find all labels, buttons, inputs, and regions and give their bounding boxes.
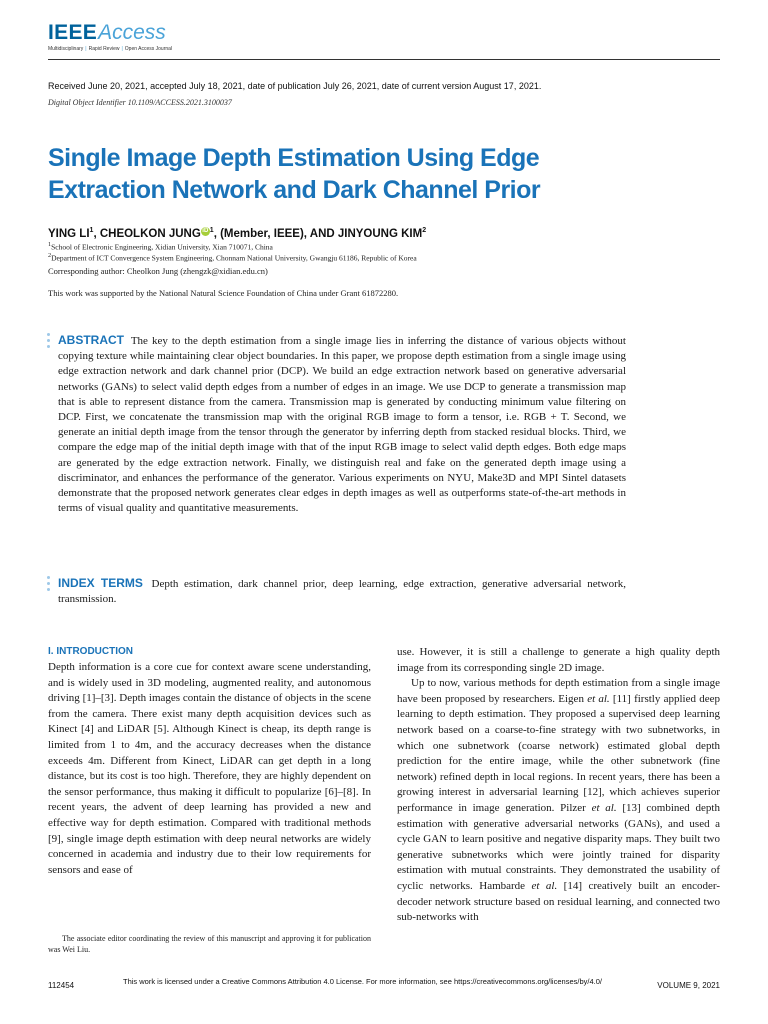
editor-footnote: The associate editor coordinating the review of this manuscript and approving it for publication was Wei Liu. — [48, 934, 371, 954]
author-affil-mark: 1 — [209, 227, 214, 234]
journal-logo — [48, 22, 172, 52]
intro-paragraph-2: Up to now, various methods for depth estimation from a single image have been proposed by researchers. Eigen et al. [11] firstly applied deep learning to depth estimation. They proposed a supervised deep learning network based on a coarse-to-fine strategy with two subnetworks, in which one subnetwork (coarse network) estimated global depth prediction for the entire image, while the other subnetwork (fine network) refined depth in local regions. In recent years, there has been a growing interest in adversarial learning [12], which achieves superior performance in image generation. Pilzer et al. [13] combined depth estimation with generative adversarial networks (GANs), and used a cycle GAN to learn positive and negative disparity maps. They built two generative subnetworks which were jointly trained for disparity estimation with mutual constraints. They demonstrated the usability of cyclic networks. Hambarde et al. [14] creatively built an encoder-decoder network structure based on residual learning, and connected two sub-networks with — [397, 677, 720, 924]
received-dates: Received June 20, 2021, accepted July 18, 2021, date of publication July 26, 2021, date of current version August 17, 2021. — [48, 81, 542, 91]
journal-logo-wordmark — [48, 22, 172, 44]
author-list — [48, 227, 426, 240]
index-terms — [58, 576, 626, 607]
paper-title — [48, 142, 668, 206]
volume-label: VOLUME 9, 2021 — [657, 981, 720, 990]
author-name: YING LI — [48, 227, 90, 240]
author-affil-mark: 2 — [422, 227, 427, 234]
tagline-separator: | — [85, 46, 87, 52]
author-affil-mark: 1 — [89, 227, 94, 234]
affiliation-1: $^1$School of Electronic Engineering, Xidian University, Xian 710071, China — [48, 241, 273, 252]
tagline-open-access: Open Access Journal — [124, 46, 173, 52]
doi-line[interactable]: Digital Object Identifier 10.1109/ACCESS.2021.3100037 — [48, 98, 232, 107]
funding-note: This work was supported by the National Natural Science Foundation of China under Grant 61872280. — [48, 288, 399, 298]
corresponding-author: Corresponding author: Cheolkon Jung (zhengzk@xidian.edu.cn) — [48, 266, 268, 276]
journal-tagline — [48, 46, 172, 52]
author-name: , (Member, IEEE), AND JINYOUNG KIM — [213, 227, 423, 240]
tagline-multidisciplinary: Multidisciplinary — [48, 46, 84, 52]
logo-ieee-text: IEEE — [48, 21, 98, 44]
page-number: 112454 — [48, 981, 75, 990]
header-rule — [48, 59, 720, 60]
orcid-icon[interactable]: iD — [202, 228, 209, 234]
affiliation-2: $^2$Department of ICT Convergence System Engineering, Chonnam National University, Gwangju 61186, Republic of Korea — [48, 252, 417, 263]
body-column-left — [48, 645, 371, 878]
abstract-text: The key to the depth estimation from a single image lies in inferring the distance of various objects without copying texture while maintaining clear object boundaries. In this paper, we propose depth estimation from a single image using edge extraction network and dark channel prior (DCP). We build an edge extraction network based on generative adversarial networks (GANs) to select valid depth edges from a number of edges in an image. We use DCP to generate a transmission map that is able to represent distance from the camera. Transmission map is generated by conducting minimum value filtering on DCP. First, we concatenate the transmission map with the original RGB image to form a tensor, i.e. RGB + T. Second, we generate an initial depth image from the tensor through the generator by inferring depth from stacked residual blocks. Third, we compare the edge map of the initial depth image with that of the input RGB image to select valid depth edges. Both edge maps are generated by the edge extraction network. Finally, we distinguish real and fake on the generated depth image using a discriminator, and enhances the performance of the generator. Various experiments on NYU, Make3D and MPI Sintel datasets demonstrate that the proposed network generates clear edges in depth images as well as outperforms state-of-the-art methods in terms of visual quality and quantitative measurements. — [58, 335, 626, 515]
abstract-label: ABSTRACT — [58, 333, 124, 347]
logo-access-text: Access — [98, 21, 166, 44]
intro-paragraph-1: Depth information is a core cue for context aware scene understanding, and is widely used in 3D modeling, augmented reality, and autonomous driving [1]–[3]. Depth images contain the distance of objects in the scene from the camera. There exist many depth acquisition devices such as Kinect [4] and LiDAR [5]. Although Kinect is cheap, its depth range is limited from 1 to 4m, and the accuracy decreases when the distance exceeds 4m. Different from Kinect, LiDAR can get depth in a long distance, but its cost is too high. Therefore, they are highly dependent on the sensor performance, thus making it difficult to popularize [6]–[8]. In recent years, the advent of deep learning has provided a new and effective way for depth estimation. Compared with traditional methods [9], single image depth estimation with deep neural networks are widely concerned in academia and industry due to their low requirements for sensors and ease of — [48, 661, 371, 876]
author-name: , CHEOLKON JUNG — [93, 227, 201, 240]
intro-paragraph-continued: use. However, it is still a challenge to generate a high quality depth image from its corresponding single 2D image. — [397, 646, 720, 674]
tagline-rapid-review: Rapid Review — [88, 46, 120, 52]
paper-title-line-2: Extraction Network and Dark Channel Prior — [48, 176, 541, 204]
body-column-right — [397, 645, 720, 926]
abstract — [58, 333, 626, 516]
section-heading-introduction: I. INTRODUCTION — [48, 646, 133, 657]
license-note[interactable]: This work is licensed under a Creative Commons Attribution 4.0 License. For more information, see https://creativecommons.org/licenses/by/4.0/ — [123, 977, 602, 986]
tagline-separator: | — [121, 46, 123, 52]
index-terms-label: INDEX TERMS — [58, 576, 143, 590]
paper-title-line-1: Single Image Depth Estimation Using Edge — [48, 144, 540, 172]
index-terms-dots-icon — [47, 576, 50, 594]
abstract-dots-icon — [47, 333, 50, 351]
index-terms-text: Depth estimation, dark channel prior, deep learning, edge extraction, generative adversarial network, transmission. — [58, 578, 627, 606]
